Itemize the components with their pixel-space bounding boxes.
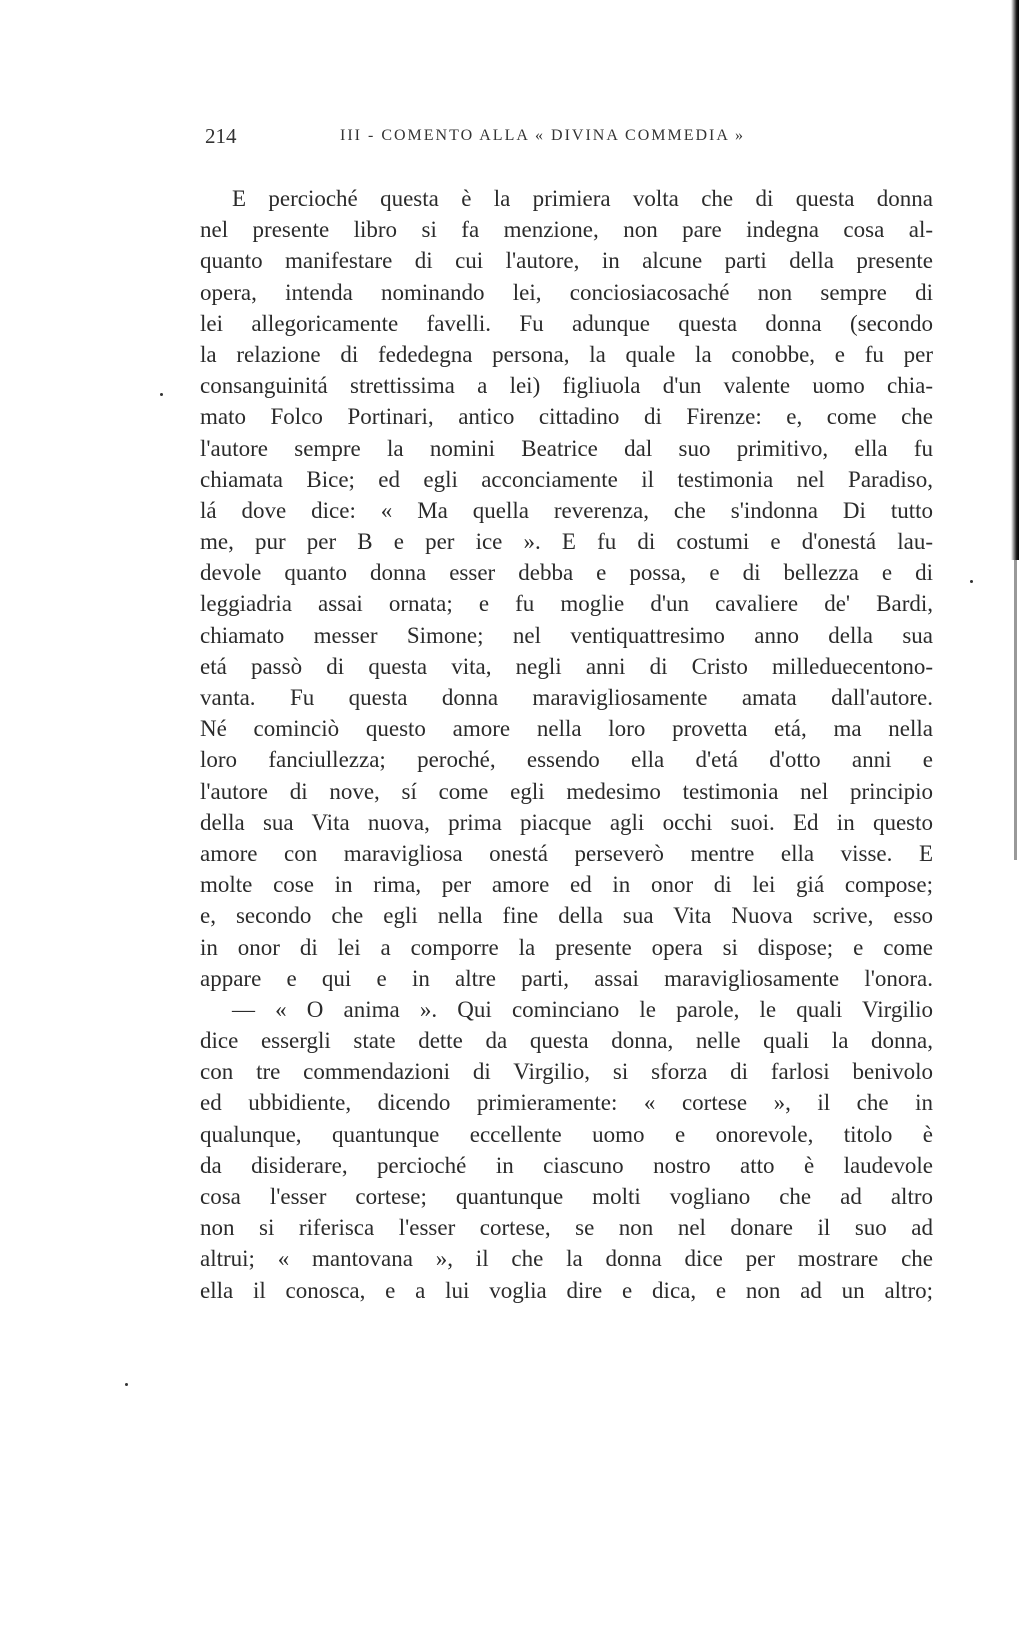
text-line: da disiderare, percioché in ciascuno nostro atto è laudevole (200, 1152, 933, 1178)
text-line: vanta. Fu questa donna maravigliosamente amata dall'autore. (200, 685, 933, 710)
page-number: 214 (205, 124, 237, 148)
text-line: me, pur per B e per ice ». E fu di costumi e d'onestá lau- (200, 529, 933, 555)
text-line: E percioché questa è la primiera volta che di questa donna (232, 186, 933, 211)
text-line: ella il conosca, e a lui voglia dire e dica, e non ad un altro; (200, 1277, 933, 1303)
text-line: nel presente libro si fa menzione, non pare indegna cosa al- (200, 217, 933, 243)
text-line: e, secondo che egli nella fine della sua Vita Nuova scrive, esso (200, 903, 933, 929)
text-line: — « O anima ». Qui cominciano le parole, le quali Virgilio (232, 996, 933, 1022)
text-line: mato Folco Portinari, antico cittadino di Firenze: e, come che (200, 404, 933, 430)
text-line: con tre commendazioni di Virgilio, si sforza di farlosi benivolo (200, 1059, 933, 1085)
page-edge-mark (1014, 560, 1017, 860)
text-line: in onor di lei a comporre la presente opera si dispose; e come (200, 934, 933, 960)
page-edge-shadow (1011, 0, 1019, 560)
text-line: lei allegoricamente favelli. Fu adunque questa donna (secondo (200, 310, 933, 336)
text-line: lá dove dice: « Ma quella reverenza, che s'indonna Di tutto (200, 497, 933, 523)
text-line: leggiadria assai ornata; e fu moglie d'un cavaliere de' Bardi, (200, 591, 933, 617)
body-text (200, 183, 933, 1306)
text-line: appare e qui e in altre parti, assai maravigliosamente l'onora. (200, 965, 933, 991)
text-line: non si riferisca l'esser cortese, se non nel donare il suo ad (200, 1215, 933, 1241)
text-line: loro fanciullezza; peroché, essendo ella d'etá d'otto anni e (200, 747, 933, 773)
text-line: l'autore di nove, sí come egli medesimo testimonia nel principio (200, 778, 933, 804)
scan-speck (970, 580, 973, 583)
text-line: della sua Vita nuova, prima piacque agli occhi suoi. Ed in questo (200, 809, 933, 835)
text-line: quanto manifestare di cui l'autore, in alcune parti della presente (200, 248, 933, 274)
text-line: ed ubbidiente, dicendo primieramente: « cortese », il che in (200, 1090, 933, 1116)
text-line: cosa l'esser cortese; quantunque molti vogliano che ad altro (200, 1184, 933, 1209)
text-line: devole quanto donna esser debba e possa, e di bellezza e di (200, 560, 933, 586)
text-line: chiamata Bice; ed egli acconciamente il testimonia nel Paradiso, (200, 466, 933, 492)
text-line: Né cominciò questo amore nella loro provetta etá, ma nella (200, 716, 933, 742)
text-line: consanguinitá strettissima a lei) figliuola d'un valente uomo chia- (200, 373, 933, 399)
text-line: chiamato messer Simone; nel ventiquattresimo anno della sua (200, 622, 933, 648)
scan-speck (160, 393, 163, 396)
text-line: l'autore sempre la nomini Beatrice dal suo primitivo, ella fu (200, 435, 933, 461)
text-line: amore con maravigliosa onestá perseverò mentre ella visse. E (200, 840, 933, 866)
scan-speck (125, 1383, 128, 1386)
text-line: molte cose in rima, per amore ed in onor di lei giá compose; (200, 872, 933, 898)
text-line: dice essergli state dette da questa donna, nelle quali la donna, (200, 1028, 933, 1054)
text-line: la relazione di fededegna persona, la quale la conobbe, e fu per (200, 341, 933, 367)
text-line: etá passò di questa vita, negli anni di Cristo milleduecentono- (200, 653, 933, 679)
text-line: altrui; « mantovana », il che la donna dice per mostrare che (200, 1246, 933, 1272)
text-line: qualunque, quantunque eccellente uomo e onorevole, titolo è (200, 1121, 933, 1147)
text-line: opera, intenda nominando lei, conciosiacosaché non sempre di (200, 279, 933, 305)
running-head: III - COMENTO ALLA « DIVINA COMMEDIA » (340, 127, 746, 144)
page-header (205, 124, 935, 154)
